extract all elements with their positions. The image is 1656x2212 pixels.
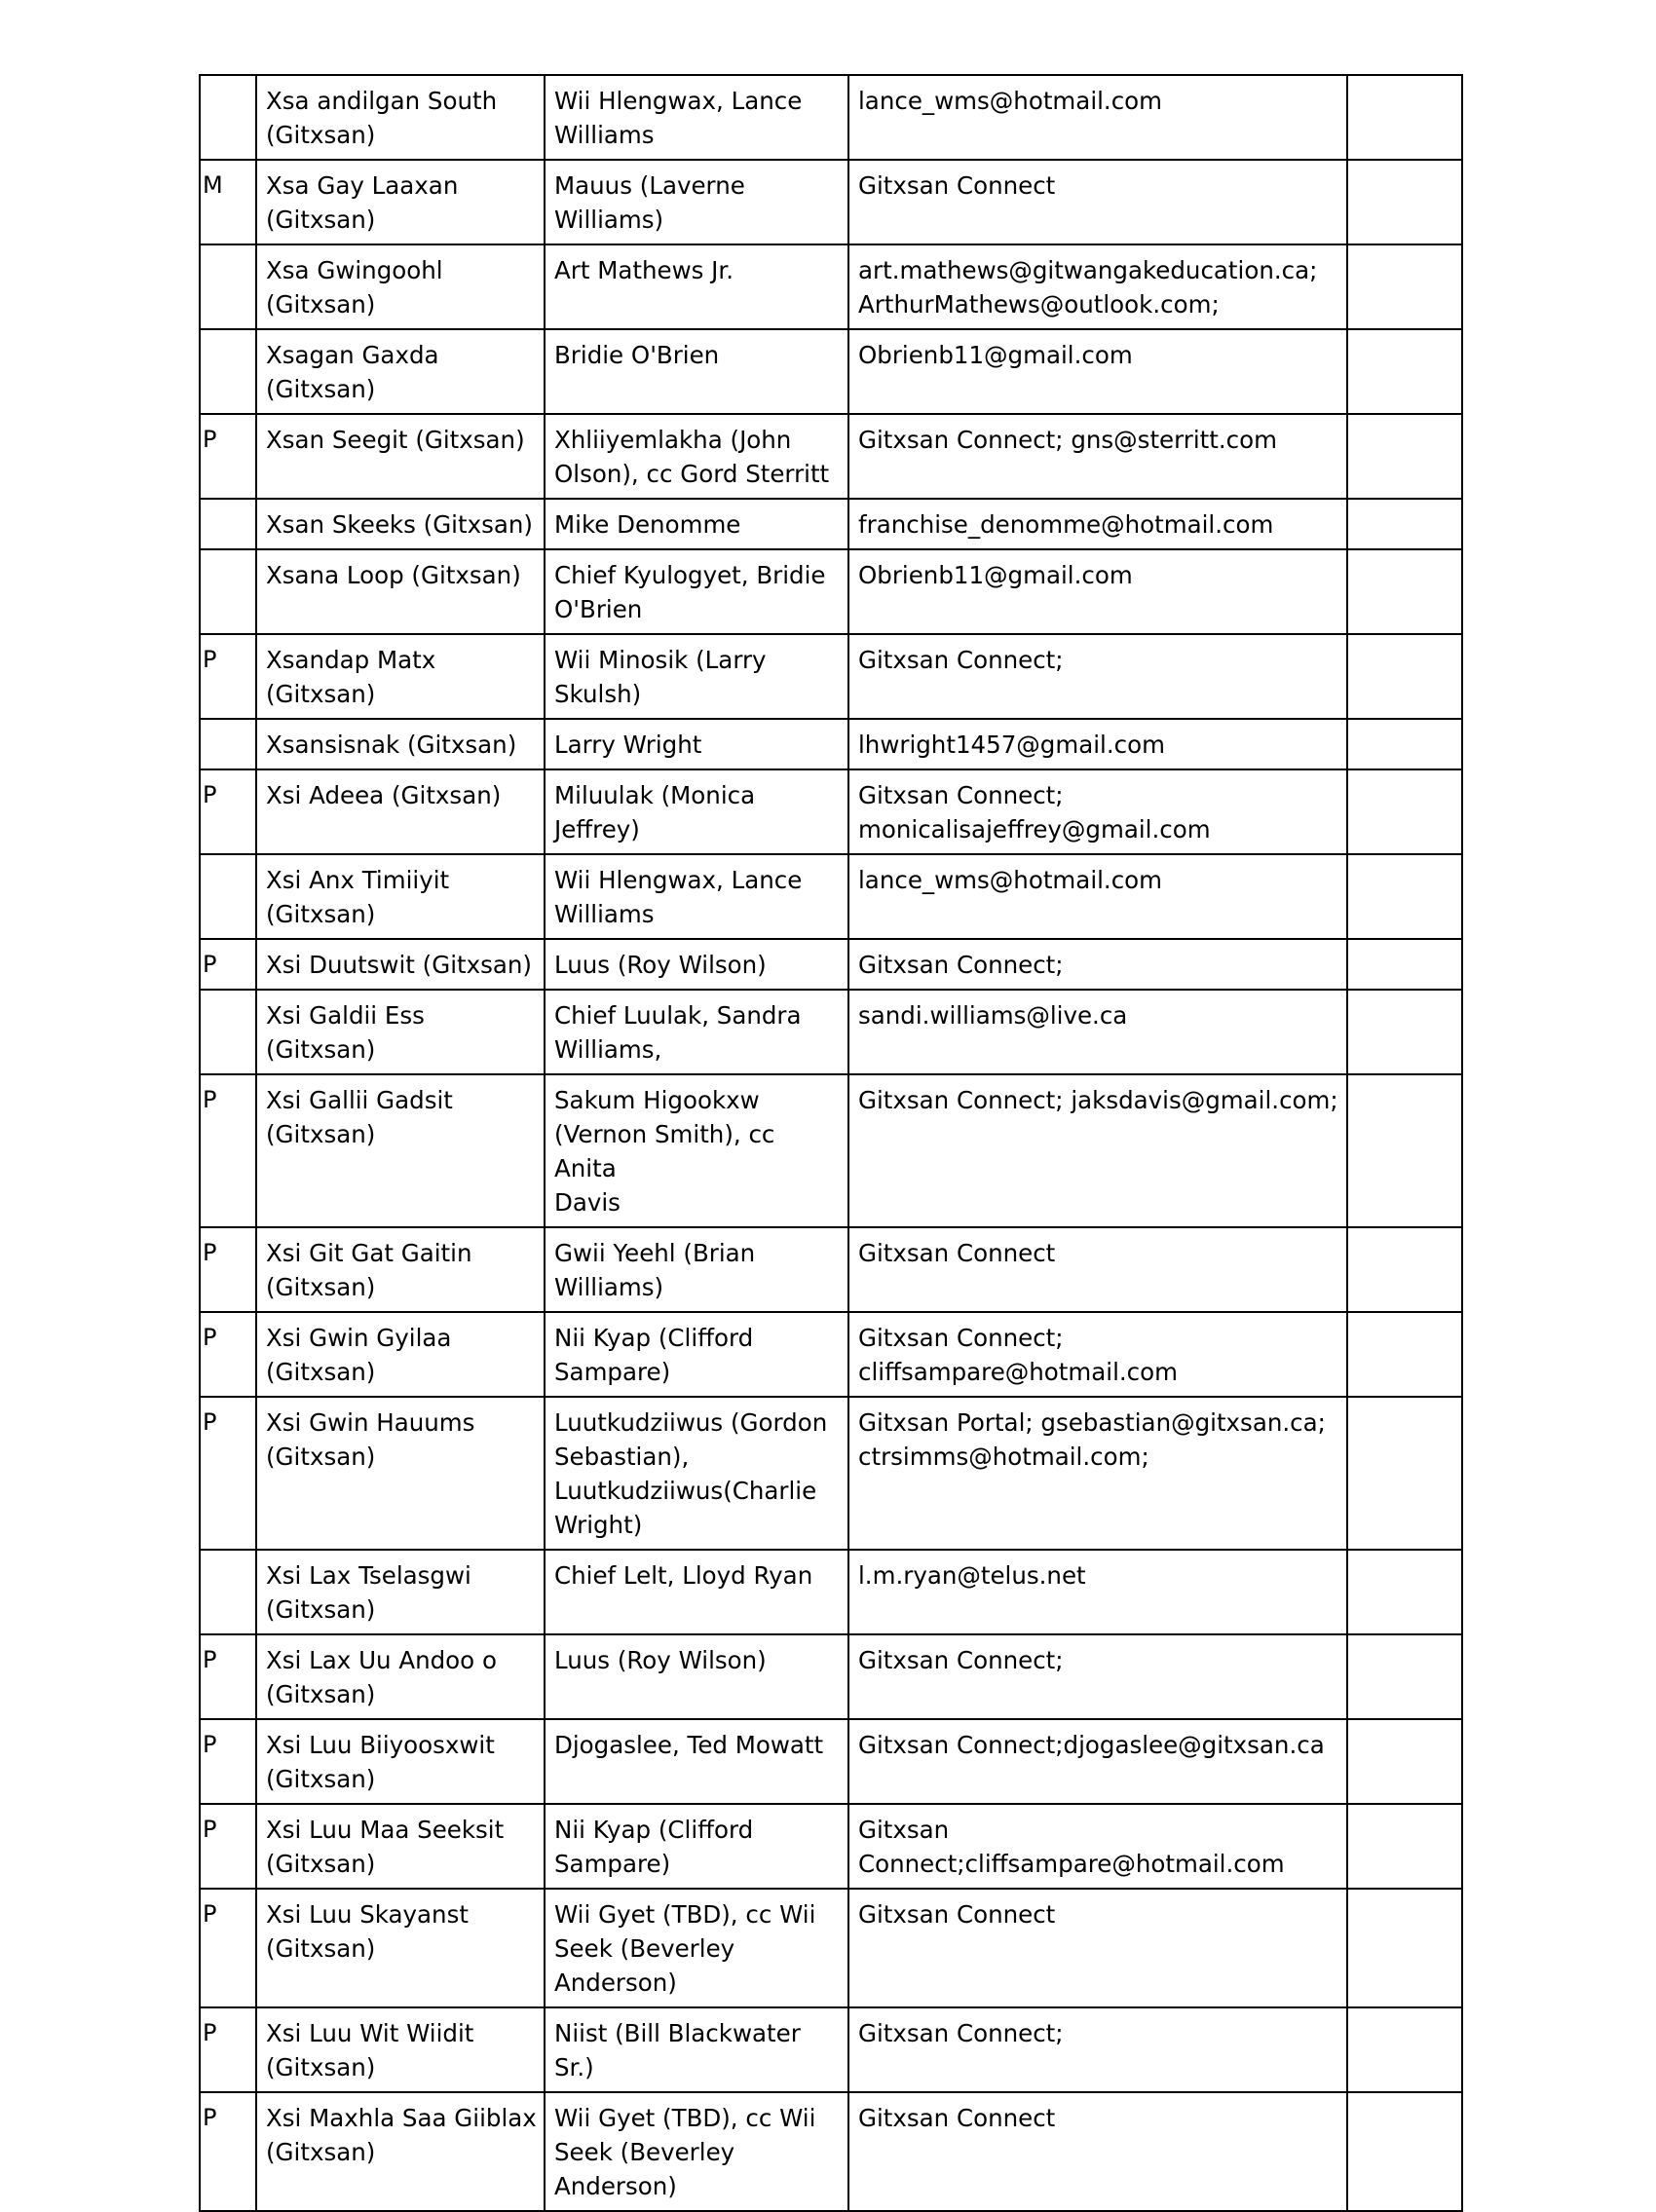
community-name: Xsansisnak (Gitxsan)	[256, 719, 545, 769]
notes-cell	[1347, 1804, 1462, 1889]
contact-email: Gitxsan Connect;	[848, 634, 1347, 719]
row-flag	[200, 549, 256, 634]
table-row	[200, 634, 1462, 719]
contact-person: Wii Gyet (TBD), cc Wii Seek (Beverley Anderson)	[545, 1889, 848, 2007]
community-name: Xsan Seegit (Gitxsan)	[256, 414, 545, 499]
contact-email: Gitxsan Connect;djogaslee@gitxsan.ca	[848, 1719, 1347, 1804]
contacts-table	[199, 74, 1463, 2212]
contact-person: Sakum Higookxw (Vernon Smith), cc Anita Davis	[545, 1074, 848, 1227]
notes-cell	[1347, 1312, 1462, 1397]
table-row	[200, 719, 1462, 769]
contact-email: Gitxsan Connect; gns@sterritt.com	[848, 414, 1347, 499]
community-name: Xsa Gwingoohl (Gitxsan)	[256, 244, 545, 329]
table-row	[200, 1634, 1462, 1719]
table-row	[200, 244, 1462, 329]
contact-email: Gitxsan Connect; cliffsampare@hotmail.com	[848, 1312, 1347, 1397]
notes-cell	[1347, 854, 1462, 939]
contact-person: Art Mathews Jr.	[545, 244, 848, 329]
community-name: Xsi Gallii Gadsit (Gitxsan)	[256, 1074, 545, 1227]
notes-cell	[1347, 244, 1462, 329]
row-flag	[200, 990, 256, 1074]
contact-person: Luus (Roy Wilson)	[545, 939, 848, 990]
contact-person: Nii Kyap (Clifford Sampare)	[545, 1312, 848, 1397]
row-flag: P	[200, 414, 256, 499]
contact-person: Niist (Bill Blackwater Sr.)	[545, 2007, 848, 2092]
community-name: Xsi Adeea (Gitxsan)	[256, 769, 545, 854]
community-name: Xsa andilgan South (Gitxsan)	[256, 75, 545, 160]
table-row	[200, 1889, 1462, 2007]
community-name: Xsa Gay Laaxan (Gitxsan)	[256, 160, 545, 244]
contact-email: lance_wms@hotmail.com	[848, 854, 1347, 939]
table-row	[200, 1397, 1462, 1550]
contact-person: Xhliiyemlakha (John Olson), cc Gord Sterritt	[545, 414, 848, 499]
row-flag: P	[200, 1312, 256, 1397]
row-flag	[200, 854, 256, 939]
table-row	[200, 1804, 1462, 1889]
notes-cell	[1347, 1634, 1462, 1719]
notes-cell	[1347, 499, 1462, 549]
contact-person: Mike Denomme	[545, 499, 848, 549]
notes-cell	[1347, 769, 1462, 854]
table-row	[200, 2007, 1462, 2092]
community-name: Xsi Lax Tselasgwi (Gitxsan)	[256, 1550, 545, 1634]
contact-person: Luus (Roy Wilson)	[545, 1634, 848, 1719]
notes-cell	[1347, 1227, 1462, 1312]
community-name: Xsana Loop (Gitxsan)	[256, 549, 545, 634]
contact-person: Chief Kyulogyet, Bridie O'Brien	[545, 549, 848, 634]
table-row	[200, 854, 1462, 939]
row-flag	[200, 719, 256, 769]
table-row	[200, 939, 1462, 990]
contact-person: Bridie O'Brien	[545, 329, 848, 414]
community-name: Xsan Skeeks (Gitxsan)	[256, 499, 545, 549]
community-name: Xsi Gwin Hauums (Gitxsan)	[256, 1397, 545, 1550]
community-name: Xsagan Gaxda (Gitxsan)	[256, 329, 545, 414]
table-row	[200, 769, 1462, 854]
contact-person: Nii Kyap (Clifford Sampare)	[545, 1804, 848, 1889]
contact-email: Gitxsan Connect	[848, 1889, 1347, 2007]
row-flag: P	[200, 1634, 256, 1719]
row-flag: P	[200, 769, 256, 854]
notes-cell	[1347, 634, 1462, 719]
row-flag: P	[200, 1227, 256, 1312]
table-row	[200, 499, 1462, 549]
contact-person: Chief Luulak, Sandra Williams,	[545, 990, 848, 1074]
community-name: Xsi Git Gat Gaitin (Gitxsan)	[256, 1227, 545, 1312]
row-flag	[200, 499, 256, 549]
contact-email: Gitxsan Connect; monicalisajeffrey@gmail.com	[848, 769, 1347, 854]
notes-cell	[1347, 549, 1462, 634]
notes-cell	[1347, 719, 1462, 769]
community-name: Xsi Luu Skayanst (Gitxsan)	[256, 1889, 545, 2007]
notes-cell	[1347, 990, 1462, 1074]
contact-person: Djogaslee, Ted Mowatt	[545, 1719, 848, 1804]
community-name: Xsi Duutswit (Gitxsan)	[256, 939, 545, 990]
notes-cell	[1347, 2092, 1462, 2211]
table-row	[200, 1227, 1462, 1312]
row-flag	[200, 75, 256, 160]
community-name: Xsi Luu Wit Wiidit (Gitxsan)	[256, 2007, 545, 2092]
contact-email: franchise_denomme@hotmail.com	[848, 499, 1347, 549]
contact-person: Gwii Yeehl (Brian Williams)	[545, 1227, 848, 1312]
contact-person: Wii Minosik (Larry Skulsh)	[545, 634, 848, 719]
row-flag: P	[200, 1719, 256, 1804]
table-row	[200, 414, 1462, 499]
table-row	[200, 2092, 1462, 2211]
contact-email: sandi.williams@live.ca	[848, 990, 1347, 1074]
row-flag: P	[200, 939, 256, 990]
notes-cell	[1347, 329, 1462, 414]
contact-email: Gitxsan Connect;cliffsampare@hotmail.com	[848, 1804, 1347, 1889]
contact-email: Gitxsan Connect	[848, 1227, 1347, 1312]
contact-email: Gitxsan Connect;	[848, 939, 1347, 990]
community-name: Xsi Lax Uu Andoo o (Gitxsan)	[256, 1634, 545, 1719]
community-name: Xsi Luu Biiyoosxwit (Gitxsan)	[256, 1719, 545, 1804]
row-flag: P	[200, 1889, 256, 2007]
contact-person: Wii Gyet (TBD), cc Wii Seek (Beverley Anderson)	[545, 2092, 848, 2211]
row-flag: P	[200, 1804, 256, 1889]
table-row	[200, 1074, 1462, 1227]
contact-email: Gitxsan Connect	[848, 160, 1347, 244]
notes-cell	[1347, 939, 1462, 990]
table-row	[200, 160, 1462, 244]
contact-person: Wii Hlengwax, Lance Williams	[545, 854, 848, 939]
community-name: Xsi Galdii Ess (Gitxsan)	[256, 990, 545, 1074]
table-row	[200, 75, 1462, 160]
community-name: Xsi Anx Timiiyit (Gitxsan)	[256, 854, 545, 939]
row-flag: P	[200, 1074, 256, 1227]
row-flag: P	[200, 2092, 256, 2211]
table-row	[200, 329, 1462, 414]
table-row	[200, 990, 1462, 1074]
notes-cell	[1347, 1719, 1462, 1804]
row-flag	[200, 1550, 256, 1634]
contact-email: Gitxsan Connect;	[848, 2007, 1347, 2092]
contact-email: Gitxsan Connect; jaksdavis@gmail.com;	[848, 1074, 1347, 1227]
community-name: Xsi Gwin Gyilaa (Gitxsan)	[256, 1312, 545, 1397]
community-name: Xsi Luu Maa Seeksit (Gitxsan)	[256, 1804, 545, 1889]
contact-person: Chief Lelt, Lloyd Ryan	[545, 1550, 848, 1634]
contact-email: Obrienb11@gmail.com	[848, 549, 1347, 634]
row-flag: M	[200, 160, 256, 244]
notes-cell	[1347, 1550, 1462, 1634]
row-flag: P	[200, 2007, 256, 2092]
contact-email: lhwright1457@gmail.com	[848, 719, 1347, 769]
notes-cell	[1347, 2007, 1462, 2092]
table-row	[200, 1719, 1462, 1804]
table-row	[200, 549, 1462, 634]
contact-email: Gitxsan Portal; gsebastian@gitxsan.ca; ctrsimms@hotmail.com;	[848, 1397, 1347, 1550]
row-flag: P	[200, 634, 256, 719]
notes-cell	[1347, 414, 1462, 499]
contact-person: Mauus (Laverne Williams)	[545, 160, 848, 244]
community-name: Xsi Maxhla Saa Giiblax (Gitxsan)	[256, 2092, 545, 2211]
row-flag	[200, 244, 256, 329]
notes-cell	[1347, 1074, 1462, 1227]
contact-person: Wii Hlengwax, Lance Williams	[545, 75, 848, 160]
notes-cell	[1347, 1397, 1462, 1550]
contact-email: Obrienb11@gmail.com	[848, 329, 1347, 414]
notes-cell	[1347, 160, 1462, 244]
notes-cell	[1347, 75, 1462, 160]
contacts-table-body	[200, 75, 1462, 2211]
row-flag: P	[200, 1397, 256, 1550]
notes-cell	[1347, 1889, 1462, 2007]
table-row	[200, 1312, 1462, 1397]
contact-email: art.mathews@gitwangakeducation.ca; ArthurMathews@outlook.com;	[848, 244, 1347, 329]
contact-email: l.m.ryan@telus.net	[848, 1550, 1347, 1634]
contact-email: Gitxsan Connect;	[848, 1634, 1347, 1719]
contact-person: Luutkudziiwus (Gordon Sebastian), Luutkudziiwus(Charlie Wright)	[545, 1397, 848, 1550]
contact-email: Gitxsan Connect	[848, 2092, 1347, 2211]
row-flag	[200, 329, 256, 414]
contact-person: Miluulak (Monica Jeffrey)	[545, 769, 848, 854]
contact-email: lance_wms@hotmail.com	[848, 75, 1347, 160]
community-name: Xsandap Matx (Gitxsan)	[256, 634, 545, 719]
contact-person: Larry Wright	[545, 719, 848, 769]
table-row	[200, 1550, 1462, 1634]
